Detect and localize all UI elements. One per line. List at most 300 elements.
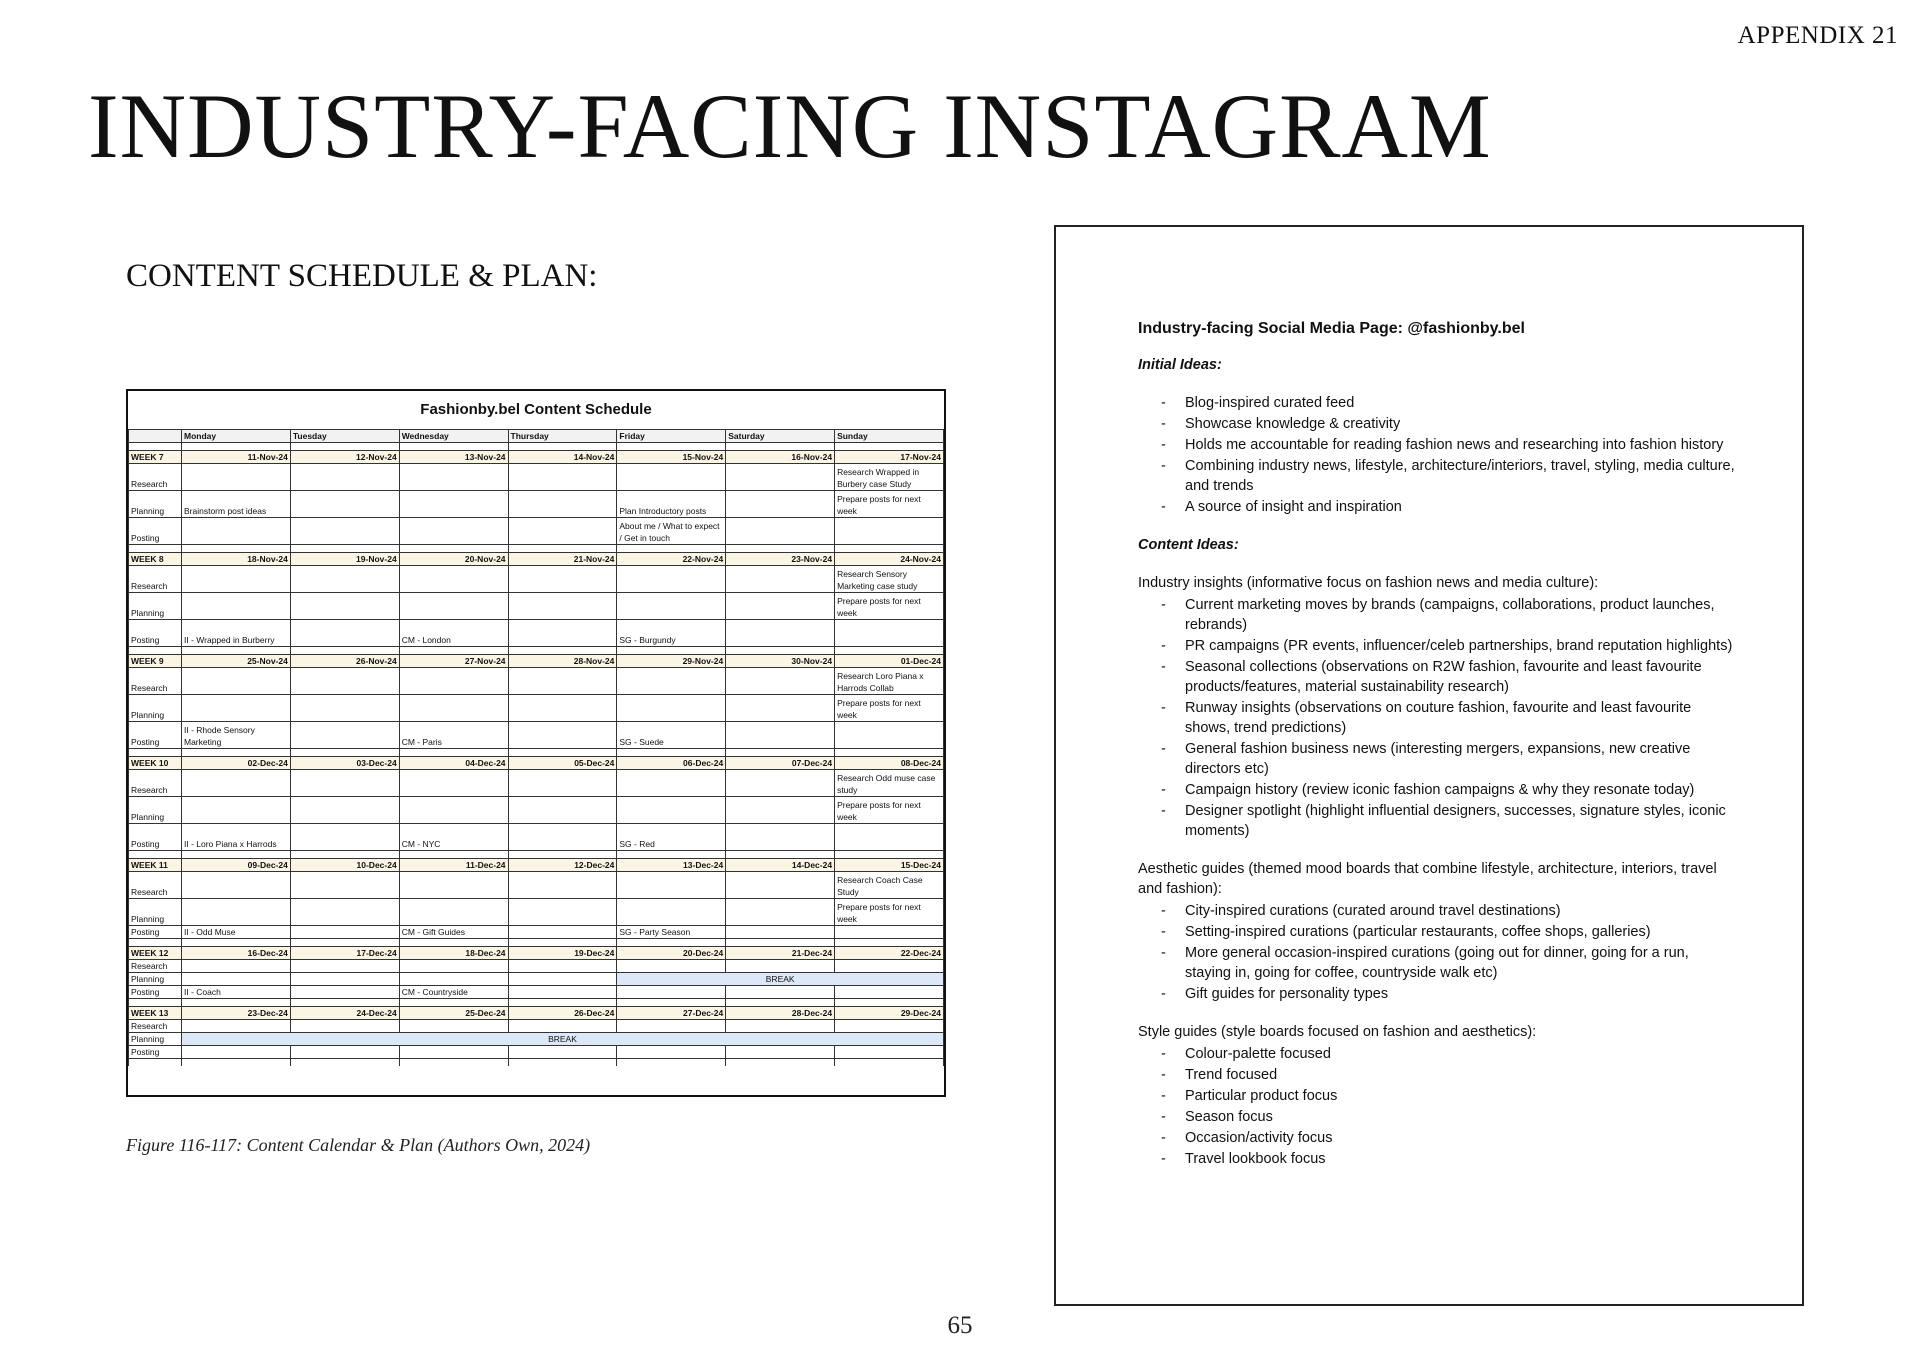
date-cell: 09-Dec-24 (182, 859, 291, 872)
activity-label: Posting (129, 620, 182, 647)
spacer-cell (617, 443, 726, 451)
activity-cell (182, 566, 291, 593)
spacer-cell (617, 999, 726, 1007)
activity-cell (290, 620, 399, 647)
content-plan-document (1054, 225, 1804, 1306)
activity-cell: Research Loro Piana x Harrods Collab (835, 668, 944, 695)
date-cell: 29-Dec-24 (835, 1007, 944, 1020)
activity-cell: Prepare posts for next week (835, 491, 944, 518)
activity-cell: II - Coach (182, 986, 291, 999)
activity-cell (508, 491, 617, 518)
date-cell: 12-Nov-24 (290, 451, 399, 464)
activity-cell (508, 518, 617, 545)
spacer-cell (726, 749, 835, 757)
week-header-row (129, 655, 944, 668)
list-item: - More general occasion-inspired curations (going out for dinner, going for a run, staying in, going for coffee, countryside walk etc) (1138, 943, 1738, 983)
spacer-cell (508, 851, 617, 859)
week-label: WEEK 8 (129, 553, 182, 566)
activity-cell (726, 1020, 835, 1033)
date-cell: 03-Dec-24 (290, 757, 399, 770)
activity-cell (726, 872, 835, 899)
activity-label: Posting (129, 722, 182, 749)
activity-label: Posting (129, 824, 182, 851)
activity-cell (290, 973, 399, 986)
spacer-cell (129, 647, 182, 655)
spacer-cell (726, 1059, 835, 1067)
activity-label: Posting (129, 1046, 182, 1059)
activity-cell (508, 566, 617, 593)
spacer-cell (508, 545, 617, 553)
activity-cell: Prepare posts for next week (835, 797, 944, 824)
section-title: CONTENT SCHEDULE & PLAN: (126, 258, 598, 294)
activity-label: Research (129, 668, 182, 695)
day-header: Friday (617, 430, 726, 443)
activity-cell: CM - Gift Guides (399, 926, 508, 939)
spacer-cell (182, 749, 291, 757)
activity-row (129, 926, 944, 939)
week-label: WEEK 9 (129, 655, 182, 668)
spacer-cell (835, 939, 944, 947)
activity-cell (182, 593, 291, 620)
activity-cell: Research Coach Case Study (835, 872, 944, 899)
date-cell: 16-Nov-24 (726, 451, 835, 464)
date-cell: 25-Nov-24 (182, 655, 291, 668)
activity-cell (182, 518, 291, 545)
activity-cell (508, 668, 617, 695)
activity-cell (726, 593, 835, 620)
spacer-cell (508, 999, 617, 1007)
date-cell: 21-Nov-24 (508, 553, 617, 566)
spacer-cell (129, 749, 182, 757)
date-cell: 19-Nov-24 (290, 553, 399, 566)
industry-insights-list (1138, 595, 1738, 841)
activity-cell (399, 491, 508, 518)
activity-cell (726, 824, 835, 851)
activity-cell (290, 668, 399, 695)
day-header: Wednesday (399, 430, 508, 443)
date-cell: 10-Dec-24 (290, 859, 399, 872)
spacer-cell (290, 851, 399, 859)
activity-label: Planning (129, 1033, 182, 1046)
activity-cell (290, 491, 399, 518)
list-item: - Travel lookbook focus (1138, 1149, 1738, 1169)
activity-cell (290, 1020, 399, 1033)
activity-cell (290, 797, 399, 824)
activity-label: Posting (129, 518, 182, 545)
spacer-cell (290, 647, 399, 655)
activity-cell (182, 1020, 291, 1033)
activity-cell: Research Odd muse case study (835, 770, 944, 797)
day-header: Thursday (508, 430, 617, 443)
spacer-cell (129, 851, 182, 859)
activity-cell (617, 872, 726, 899)
activity-cell (835, 518, 944, 545)
spacer-cell (726, 443, 835, 451)
spacer-row (129, 647, 944, 655)
spacer-cell (617, 647, 726, 655)
spacer-cell (835, 1059, 944, 1067)
spacer-row (129, 545, 944, 553)
spacer-cell (508, 939, 617, 947)
schedule-grid (128, 429, 944, 1066)
activity-label: Research (129, 770, 182, 797)
activity-cell: CM - Countryside (399, 986, 508, 999)
activity-row (129, 960, 944, 973)
activity-row (129, 620, 944, 647)
activity-label: Posting (129, 926, 182, 939)
date-cell: 08-Dec-24 (835, 757, 944, 770)
activity-cell: Brainstorm post ideas (182, 491, 291, 518)
list-item: - Trend focused (1138, 1065, 1738, 1085)
activity-cell (508, 695, 617, 722)
industry-insights-intro: Industry insights (informative focus on fashion news and media culture): (1138, 575, 1599, 591)
activity-cell (726, 695, 835, 722)
activity-cell (835, 1020, 944, 1033)
list-item: - Blog-inspired curated feed (1138, 393, 1738, 413)
spacer-cell (508, 749, 617, 757)
spacer-cell (835, 749, 944, 757)
spacer-cell (129, 939, 182, 947)
spacer-cell (290, 1059, 399, 1067)
day-header-row (129, 430, 944, 443)
activity-cell (290, 872, 399, 899)
activity-cell (182, 973, 291, 986)
date-cell: 11-Dec-24 (399, 859, 508, 872)
activity-cell (290, 960, 399, 973)
activity-cell: II - Rhode Sensory Marketing (182, 722, 291, 749)
spacer-cell (726, 647, 835, 655)
date-cell: 28-Dec-24 (726, 1007, 835, 1020)
activity-cell (508, 1020, 617, 1033)
activity-cell (726, 770, 835, 797)
activity-cell (617, 593, 726, 620)
activity-cell (182, 668, 291, 695)
activity-cell (617, 899, 726, 926)
activity-label: Planning (129, 973, 182, 986)
list-item: - Holds me accountable for reading fashion news and researching into fashion history (1138, 435, 1738, 455)
activity-cell (290, 518, 399, 545)
activity-cell (726, 960, 835, 973)
activity-cell: CM - London (399, 620, 508, 647)
activity-row (129, 1033, 944, 1046)
activity-cell (508, 973, 617, 986)
spacer-cell (129, 999, 182, 1007)
date-cell: 12-Dec-24 (508, 859, 617, 872)
list-item: - Combining industry news, lifestyle, architecture/interiors, travel, styling, media culture, and trends (1138, 456, 1738, 496)
aesthetic-guides-list (1138, 901, 1738, 1004)
activity-cell (290, 824, 399, 851)
activity-cell (835, 1046, 944, 1059)
spacer-cell (399, 545, 508, 553)
date-cell: 17-Nov-24 (835, 451, 944, 464)
aesthetic-guides-intro: Aesthetic guides (themed mood boards that combine lifestyle, architecture, interiors, travel and fashion): (1138, 861, 1717, 897)
activity-cell: Research Sensory Marketing case study (835, 566, 944, 593)
activity-cell (182, 960, 291, 973)
spacer-cell (290, 443, 399, 451)
activity-cell (290, 566, 399, 593)
week-label: WEEK 7 (129, 451, 182, 464)
date-cell: 23-Nov-24 (726, 553, 835, 566)
activity-cell (617, 797, 726, 824)
list-item: - Gift guides for personality types (1138, 984, 1738, 1004)
activity-cell (508, 926, 617, 939)
activity-cell (617, 960, 726, 973)
activity-cell (508, 620, 617, 647)
list-item: - Occasion/activity focus (1138, 1128, 1738, 1148)
activity-cell (508, 593, 617, 620)
activity-cell (182, 1046, 291, 1059)
corner-cell (129, 430, 182, 443)
activity-cell (508, 464, 617, 491)
activity-cell (508, 824, 617, 851)
spacer-cell (835, 443, 944, 451)
initial-ideas-list (1138, 393, 1738, 517)
date-cell: 13-Nov-24 (399, 451, 508, 464)
activity-cell (835, 722, 944, 749)
activity-cell (399, 770, 508, 797)
activity-row (129, 695, 944, 722)
activity-cell (290, 770, 399, 797)
spacer-cell (508, 1059, 617, 1067)
activity-cell: SG - Burgundy (617, 620, 726, 647)
activity-label: Research (129, 1020, 182, 1033)
activity-cell: II - Odd Muse (182, 926, 291, 939)
activity-row (129, 797, 944, 824)
date-cell: 06-Dec-24 (617, 757, 726, 770)
date-cell: 13-Dec-24 (617, 859, 726, 872)
activity-cell (290, 464, 399, 491)
spacer-row (129, 851, 944, 859)
day-header: Monday (182, 430, 291, 443)
activity-cell: Prepare posts for next week (835, 593, 944, 620)
spacer-cell (508, 647, 617, 655)
date-cell: 04-Dec-24 (399, 757, 508, 770)
activity-row (129, 899, 944, 926)
activity-row (129, 770, 944, 797)
spacer-cell (399, 749, 508, 757)
spacer-cell (617, 1059, 726, 1067)
list-item: - General fashion business news (interesting mergers, expansions, new creative directors etc) (1138, 739, 1738, 779)
spacer-cell (182, 647, 291, 655)
activity-row (129, 973, 944, 986)
spacer-row (129, 939, 944, 947)
list-item: - Particular product focus (1138, 1086, 1738, 1106)
activity-label: Research (129, 464, 182, 491)
activity-label: Research (129, 566, 182, 593)
list-item: - Seasonal collections (observations on R2W fashion, favourite and least favourite products/features, material sustainability research) (1138, 657, 1738, 697)
spacer-cell (182, 939, 291, 947)
page-title: INDUSTRY-FACING INSTAGRAM (88, 75, 1492, 177)
date-cell: 20-Dec-24 (617, 947, 726, 960)
activity-row (129, 566, 944, 593)
spacer-cell (617, 939, 726, 947)
activity-cell: II - Loro Piana x Harrods (182, 824, 291, 851)
activity-label: Posting (129, 986, 182, 999)
activity-cell (508, 722, 617, 749)
spacer-cell (835, 851, 944, 859)
activity-cell (726, 518, 835, 545)
activity-cell (726, 899, 835, 926)
activity-cell (726, 1046, 835, 1059)
date-cell: 22-Dec-24 (835, 947, 944, 960)
date-cell: 14-Dec-24 (726, 859, 835, 872)
activity-cell (182, 770, 291, 797)
activity-row (129, 986, 944, 999)
activity-cell: SG - Suede (617, 722, 726, 749)
list-item: - Showcase knowledge & creativity (1138, 414, 1738, 434)
style-guides-list (1138, 1044, 1738, 1169)
day-header: Sunday (835, 430, 944, 443)
activity-cell: II - Wrapped in Burberry (182, 620, 291, 647)
spacer-cell (399, 443, 508, 451)
page-number: 65 (947, 1312, 973, 1339)
break-cell: BREAK (617, 973, 944, 986)
list-item: - A source of insight and inspiration (1138, 497, 1738, 517)
activity-cell (290, 1046, 399, 1059)
spacer-cell (129, 1059, 182, 1067)
spacer-cell (290, 749, 399, 757)
spacer-cell (182, 851, 291, 859)
spacer-cell (617, 545, 726, 553)
list-item: - PR campaigns (PR events, influencer/celeb partnerships, brand reputation highlights) (1138, 636, 1738, 656)
week-label: WEEK 11 (129, 859, 182, 872)
date-cell: 02-Dec-24 (182, 757, 291, 770)
date-cell: 22-Nov-24 (617, 553, 726, 566)
spacer-cell (835, 647, 944, 655)
date-cell: 29-Nov-24 (617, 655, 726, 668)
spacer-cell (617, 851, 726, 859)
activity-row (129, 464, 944, 491)
date-cell: 27-Dec-24 (617, 1007, 726, 1020)
activity-cell (617, 1046, 726, 1059)
activity-cell (182, 899, 291, 926)
activity-cell (726, 566, 835, 593)
schedule-title: Fashionby.bel Content Schedule (420, 401, 652, 418)
activity-cell (399, 1046, 508, 1059)
date-cell: 15-Dec-24 (835, 859, 944, 872)
spacer-cell (290, 939, 399, 947)
activity-cell (617, 668, 726, 695)
date-cell: 24-Dec-24 (290, 1007, 399, 1020)
week-label: WEEK 13 (129, 1007, 182, 1020)
activity-cell (726, 926, 835, 939)
style-guides-intro: Style guides (style boards focused on fashion and aesthetics): (1138, 1024, 1537, 1040)
date-cell: 24-Nov-24 (835, 553, 944, 566)
spacer-cell (129, 443, 182, 451)
activity-cell (290, 986, 399, 999)
date-cell: 25-Dec-24 (399, 1007, 508, 1020)
list-item: - Colour-palette focused (1138, 1044, 1738, 1064)
activity-cell (617, 986, 726, 999)
week-header-row (129, 757, 944, 770)
date-cell: 27-Nov-24 (399, 655, 508, 668)
activity-cell: CM - Paris (399, 722, 508, 749)
list-item: - Campaign history (review iconic fashion campaigns & why they resonate today) (1138, 780, 1738, 800)
activity-cell (399, 668, 508, 695)
activity-row (129, 1020, 944, 1033)
week-header-row (129, 553, 944, 566)
week-header-row (129, 859, 944, 872)
activity-cell (835, 960, 944, 973)
activity-cell (399, 464, 508, 491)
spacer-cell (182, 443, 291, 451)
activity-cell (399, 899, 508, 926)
activity-label: Planning (129, 695, 182, 722)
spacer-cell (399, 1059, 508, 1067)
activity-cell (617, 464, 726, 491)
week-label: WEEK 12 (129, 947, 182, 960)
initial-ideas-title: Initial Ideas: (1138, 357, 1222, 373)
activity-row (129, 722, 944, 749)
activity-label: Planning (129, 899, 182, 926)
week-header-row (129, 1007, 944, 1020)
spacer-cell (835, 545, 944, 553)
spacer-cell (182, 545, 291, 553)
activity-cell: Plan Introductory posts (617, 491, 726, 518)
activity-cell (726, 620, 835, 647)
week-label: WEEK 10 (129, 757, 182, 770)
activity-cell (182, 872, 291, 899)
spacer-cell (726, 545, 835, 553)
spacer-cell (182, 999, 291, 1007)
list-item: - Designer spotlight (highlight influential designers, successes, signature styles, iconic moments) (1138, 801, 1738, 841)
activity-cell (726, 986, 835, 999)
list-item: - Runway insights (observations on couture fashion, favourite and least favourite shows, trend predictions) (1138, 698, 1738, 738)
activity-row (129, 1046, 944, 1059)
activity-row (129, 518, 944, 545)
activity-cell (399, 1020, 508, 1033)
date-cell: 17-Dec-24 (290, 947, 399, 960)
break-cell: BREAK (182, 1033, 944, 1046)
activity-cell: SG - Red (617, 824, 726, 851)
week-header-row (129, 947, 944, 960)
list-item: - City-inspired curations (curated around travel destinations) (1138, 901, 1738, 921)
activity-cell (399, 566, 508, 593)
date-cell: 16-Dec-24 (182, 947, 291, 960)
date-cell: 01-Dec-24 (835, 655, 944, 668)
activity-cell (290, 899, 399, 926)
activity-cell (835, 926, 944, 939)
activity-cell (726, 722, 835, 749)
activity-label: Research (129, 872, 182, 899)
document-heading: Industry-facing Social Media Page: @fashionby.bel (1138, 320, 1525, 337)
spacer-row (129, 999, 944, 1007)
activity-cell: Research Wrapped in Burbery case Study (835, 464, 944, 491)
date-cell: 18-Dec-24 (399, 947, 508, 960)
activity-cell: SG - Party Season (617, 926, 726, 939)
date-cell: 15-Nov-24 (617, 451, 726, 464)
activity-row (129, 668, 944, 695)
figure-caption: Figure 116-117: Content Calendar & Plan (Authors Own, 2024) (126, 1135, 591, 1155)
spacer-cell (617, 749, 726, 757)
spacer-row (129, 443, 944, 451)
spacer-cell (399, 647, 508, 655)
activity-label: Planning (129, 593, 182, 620)
activity-label: Research (129, 960, 182, 973)
date-cell: 28-Nov-24 (508, 655, 617, 668)
list-item: - Setting-inspired curations (particular restaurants, coffee shops, galleries) (1138, 922, 1738, 942)
activity-cell (290, 695, 399, 722)
date-cell: 18-Nov-24 (182, 553, 291, 566)
content-schedule-table (126, 389, 946, 1097)
activity-cell (290, 593, 399, 620)
spacer-cell (399, 999, 508, 1007)
spacer-cell (726, 939, 835, 947)
activity-cell: About me / What to expect / Get in touch (617, 518, 726, 545)
date-cell: 14-Nov-24 (508, 451, 617, 464)
activity-cell (726, 797, 835, 824)
activity-cell (399, 593, 508, 620)
